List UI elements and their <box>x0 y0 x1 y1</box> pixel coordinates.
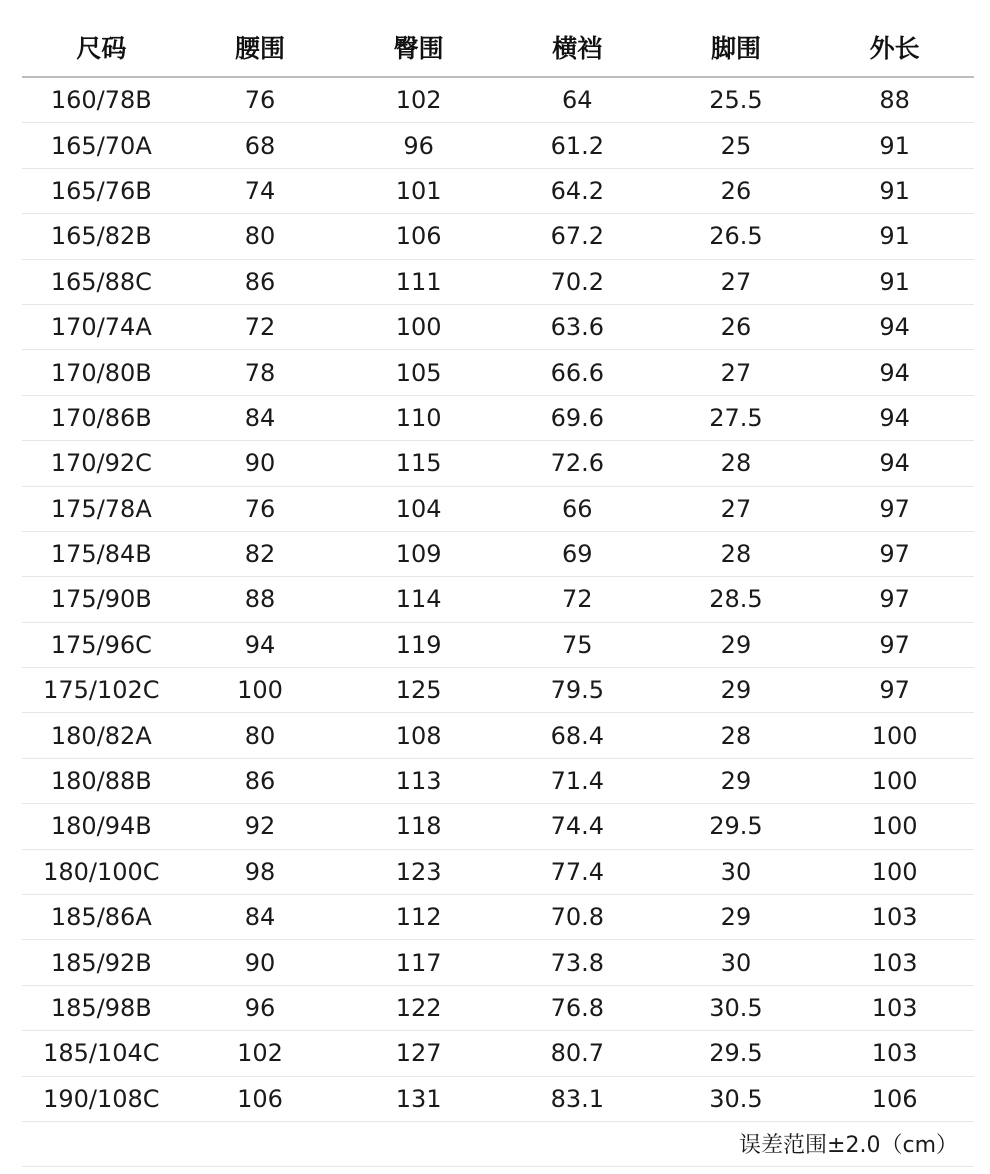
size-table <box>22 22 974 1167</box>
cell-thigh: 77.4 <box>498 849 657 894</box>
cell-outseam: 103 <box>815 940 974 985</box>
cell-size: 175/102C <box>22 668 181 713</box>
cell-waist: 80 <box>181 713 340 758</box>
cell-waist: 106 <box>181 1076 340 1121</box>
cell-thigh: 68.4 <box>498 713 657 758</box>
table-row <box>22 531 974 576</box>
cell-hip: 122 <box>339 985 498 1030</box>
cell-thigh: 80.7 <box>498 1031 657 1076</box>
cell-size: 175/90B <box>22 577 181 622</box>
cell-leg-opening: 29 <box>657 668 816 713</box>
cell-leg-opening: 28.5 <box>657 577 816 622</box>
cell-leg-opening: 27 <box>657 259 816 304</box>
cell-waist: 96 <box>181 985 340 1030</box>
cell-thigh: 72 <box>498 577 657 622</box>
cell-outseam: 91 <box>815 168 974 213</box>
header-outseam: 外长 <box>815 22 974 77</box>
cell-hip: 119 <box>339 622 498 667</box>
cell-thigh: 79.5 <box>498 668 657 713</box>
cell-hip: 125 <box>339 668 498 713</box>
cell-hip: 101 <box>339 168 498 213</box>
cell-outseam: 91 <box>815 123 974 168</box>
header-waist: 腰围 <box>181 22 340 77</box>
table-row <box>22 1076 974 1121</box>
cell-leg-opening: 29 <box>657 758 816 803</box>
cell-size: 180/94B <box>22 804 181 849</box>
table-row <box>22 350 974 395</box>
cell-thigh: 66 <box>498 486 657 531</box>
cell-thigh: 69 <box>498 531 657 576</box>
cell-outseam: 94 <box>815 304 974 349</box>
cell-hip: 115 <box>339 441 498 486</box>
table-row <box>22 486 974 531</box>
table-body <box>22 77 974 1121</box>
cell-waist: 86 <box>181 758 340 803</box>
table-row <box>22 985 974 1030</box>
header-leg-opening: 脚围 <box>657 22 816 77</box>
table-footer <box>22 1121 974 1166</box>
cell-hip: 102 <box>339 77 498 123</box>
header-thigh: 横裆 <box>498 22 657 77</box>
cell-thigh: 73.8 <box>498 940 657 985</box>
cell-leg-opening: 29.5 <box>657 804 816 849</box>
cell-hip: 131 <box>339 1076 498 1121</box>
table-row <box>22 668 974 713</box>
cell-hip: 96 <box>339 123 498 168</box>
cell-outseam: 97 <box>815 577 974 622</box>
cell-outseam: 103 <box>815 895 974 940</box>
cell-outseam: 97 <box>815 622 974 667</box>
cell-outseam: 97 <box>815 668 974 713</box>
table-row <box>22 259 974 304</box>
cell-outseam: 106 <box>815 1076 974 1121</box>
cell-leg-opening: 27.5 <box>657 395 816 440</box>
cell-hip: 106 <box>339 214 498 259</box>
cell-outseam: 91 <box>815 214 974 259</box>
cell-thigh: 70.8 <box>498 895 657 940</box>
table-row <box>22 168 974 213</box>
cell-size: 165/70A <box>22 123 181 168</box>
cell-hip: 127 <box>339 1031 498 1076</box>
cell-leg-opening: 30.5 <box>657 1076 816 1121</box>
table-row <box>22 622 974 667</box>
cell-outseam: 88 <box>815 77 974 123</box>
cell-leg-opening: 28 <box>657 531 816 576</box>
cell-size: 170/80B <box>22 350 181 395</box>
cell-leg-opening: 26.5 <box>657 214 816 259</box>
cell-hip: 117 <box>339 940 498 985</box>
cell-size: 175/84B <box>22 531 181 576</box>
cell-size: 160/78B <box>22 77 181 123</box>
cell-waist: 92 <box>181 804 340 849</box>
cell-waist: 102 <box>181 1031 340 1076</box>
cell-outseam: 100 <box>815 804 974 849</box>
cell-hip: 118 <box>339 804 498 849</box>
cell-leg-opening: 28 <box>657 441 816 486</box>
cell-waist: 82 <box>181 531 340 576</box>
cell-hip: 109 <box>339 531 498 576</box>
cell-hip: 112 <box>339 895 498 940</box>
cell-waist: 80 <box>181 214 340 259</box>
cell-size: 185/86A <box>22 895 181 940</box>
cell-thigh: 69.6 <box>498 395 657 440</box>
cell-waist: 84 <box>181 895 340 940</box>
cell-size: 190/108C <box>22 1076 181 1121</box>
table-row <box>22 123 974 168</box>
table-header <box>22 22 974 77</box>
cell-waist: 72 <box>181 304 340 349</box>
cell-size: 180/82A <box>22 713 181 758</box>
cell-waist: 90 <box>181 940 340 985</box>
cell-size: 170/86B <box>22 395 181 440</box>
cell-thigh: 61.2 <box>498 123 657 168</box>
cell-hip: 110 <box>339 395 498 440</box>
cell-hip: 114 <box>339 577 498 622</box>
cell-leg-opening: 29 <box>657 895 816 940</box>
cell-leg-opening: 30 <box>657 940 816 985</box>
table-row <box>22 849 974 894</box>
cell-outseam: 97 <box>815 531 974 576</box>
cell-outseam: 94 <box>815 350 974 395</box>
cell-leg-opening: 28 <box>657 713 816 758</box>
cell-leg-opening: 26 <box>657 168 816 213</box>
cell-waist: 86 <box>181 259 340 304</box>
cell-hip: 111 <box>339 259 498 304</box>
cell-outseam: 103 <box>815 1031 974 1076</box>
cell-outseam: 100 <box>815 849 974 894</box>
cell-leg-opening: 27 <box>657 350 816 395</box>
cell-leg-opening: 26 <box>657 304 816 349</box>
cell-thigh: 66.6 <box>498 350 657 395</box>
cell-waist: 76 <box>181 486 340 531</box>
cell-waist: 88 <box>181 577 340 622</box>
table-row <box>22 214 974 259</box>
cell-leg-opening: 30 <box>657 849 816 894</box>
cell-thigh: 72.6 <box>498 441 657 486</box>
cell-waist: 76 <box>181 77 340 123</box>
cell-waist: 68 <box>181 123 340 168</box>
footnote-row <box>22 1121 974 1166</box>
cell-waist: 90 <box>181 441 340 486</box>
cell-waist: 98 <box>181 849 340 894</box>
cell-outseam: 103 <box>815 985 974 1030</box>
table-row <box>22 1031 974 1076</box>
cell-size: 175/96C <box>22 622 181 667</box>
cell-outseam: 94 <box>815 395 974 440</box>
cell-leg-opening: 29 <box>657 622 816 667</box>
cell-size: 165/82B <box>22 214 181 259</box>
cell-size: 180/100C <box>22 849 181 894</box>
table-row <box>22 758 974 803</box>
cell-thigh: 74.4 <box>498 804 657 849</box>
table-row <box>22 804 974 849</box>
cell-hip: 113 <box>339 758 498 803</box>
header-size: 尺码 <box>22 22 181 77</box>
cell-outseam: 100 <box>815 713 974 758</box>
cell-size: 165/76B <box>22 168 181 213</box>
tolerance-note: 误差范围±2.0（cm） <box>22 1121 974 1166</box>
cell-leg-opening: 25 <box>657 123 816 168</box>
cell-thigh: 67.2 <box>498 214 657 259</box>
cell-hip: 123 <box>339 849 498 894</box>
cell-hip: 104 <box>339 486 498 531</box>
cell-outseam: 94 <box>815 441 974 486</box>
cell-size: 180/88B <box>22 758 181 803</box>
cell-leg-opening: 25.5 <box>657 77 816 123</box>
cell-leg-opening: 27 <box>657 486 816 531</box>
cell-hip: 105 <box>339 350 498 395</box>
table-row <box>22 304 974 349</box>
cell-size: 185/98B <box>22 985 181 1030</box>
cell-size: 185/92B <box>22 940 181 985</box>
cell-size: 165/88C <box>22 259 181 304</box>
cell-thigh: 63.6 <box>498 304 657 349</box>
cell-size: 170/92C <box>22 441 181 486</box>
cell-hip: 108 <box>339 713 498 758</box>
cell-waist: 74 <box>181 168 340 213</box>
cell-waist: 78 <box>181 350 340 395</box>
cell-thigh: 71.4 <box>498 758 657 803</box>
table-row <box>22 713 974 758</box>
cell-outseam: 97 <box>815 486 974 531</box>
cell-size: 185/104C <box>22 1031 181 1076</box>
table-row <box>22 395 974 440</box>
cell-size: 175/78A <box>22 486 181 531</box>
cell-thigh: 76.8 <box>498 985 657 1030</box>
cell-outseam: 91 <box>815 259 974 304</box>
cell-thigh: 75 <box>498 622 657 667</box>
table-row <box>22 940 974 985</box>
cell-waist: 84 <box>181 395 340 440</box>
header-hip: 臀围 <box>339 22 498 77</box>
table-row <box>22 577 974 622</box>
cell-outseam: 100 <box>815 758 974 803</box>
cell-thigh: 70.2 <box>498 259 657 304</box>
cell-waist: 100 <box>181 668 340 713</box>
cell-waist: 94 <box>181 622 340 667</box>
table-row <box>22 895 974 940</box>
cell-thigh: 83.1 <box>498 1076 657 1121</box>
cell-leg-opening: 30.5 <box>657 985 816 1030</box>
cell-size: 170/74A <box>22 304 181 349</box>
cell-thigh: 64.2 <box>498 168 657 213</box>
table-row <box>22 77 974 123</box>
table-row <box>22 441 974 486</box>
header-row <box>22 22 974 77</box>
cell-leg-opening: 29.5 <box>657 1031 816 1076</box>
cell-hip: 100 <box>339 304 498 349</box>
cell-thigh: 64 <box>498 77 657 123</box>
